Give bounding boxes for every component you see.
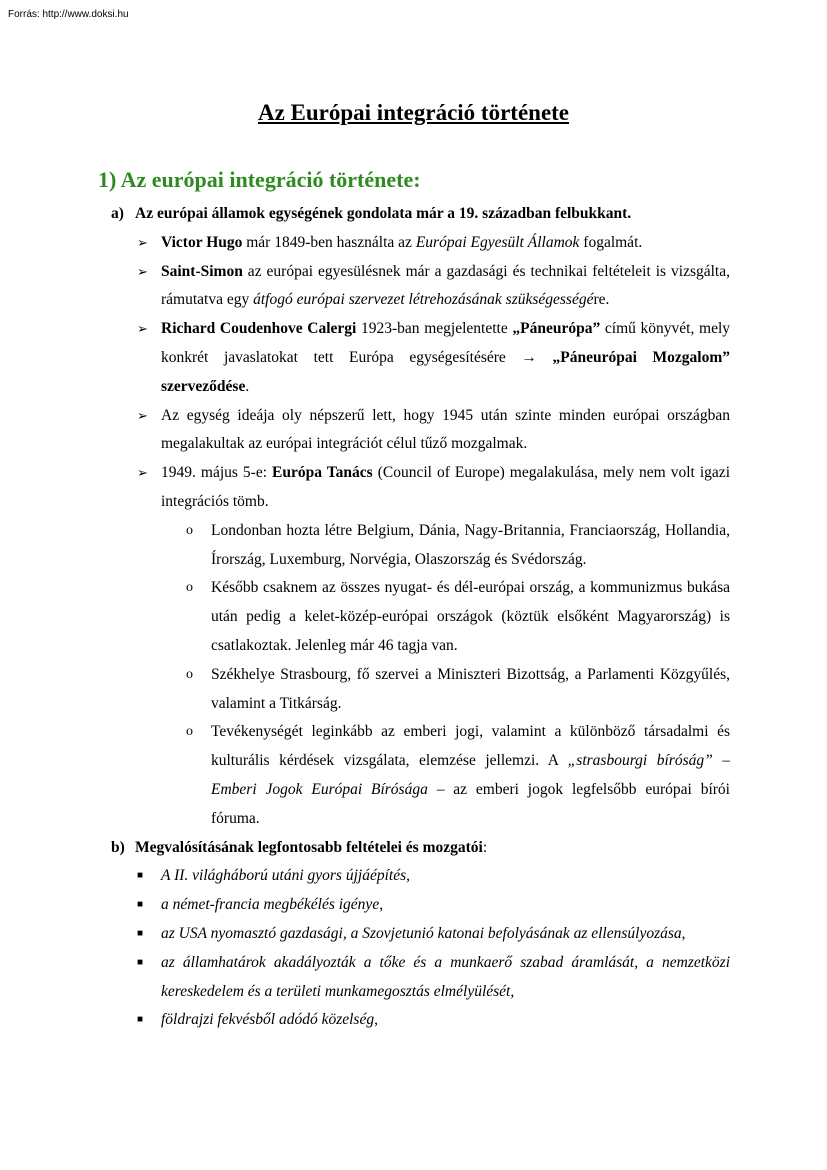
italic-text: Európai Egyesült Államok: [415, 233, 580, 251]
italic-text: Emberi Jogok Európai Bírósága: [211, 780, 428, 798]
text: című könyvét, mely konkrét javaslatokat tett Európa egységesítésére →: [161, 320, 731, 366]
bold-text: „Páneurópa”: [512, 320, 601, 338]
source-line: Forrás: http://www.doksi.hu: [8, 9, 129, 20]
text: .: [245, 377, 250, 395]
text: ,: [681, 924, 686, 942]
text: Tevékenységét leginkább az emberi jogi, valamint a különböző társadalmi és kulturális kérdések vizsgálata, elemzése jellemzi. A: [211, 723, 730, 770]
text: már 1849-ben használta az: [242, 233, 416, 251]
arrow-bullet-icon: ➢: [137, 407, 148, 423]
square-bullet-icon: ■: [137, 870, 144, 882]
italic-text: földrajzi fekvésből adódó közelség,: [161, 1011, 378, 1029]
document-body: [0, 200, 827, 1035]
text: fogalmát.: [579, 233, 643, 251]
italic-text: „strasbourgi bíróság”: [567, 752, 713, 770]
arrow-bullet-icon: ➢: [137, 263, 148, 279]
part-a-marker: a): [111, 205, 124, 222]
italic-text: átfogó európai szervezet létrehozásának szükségességé: [253, 291, 594, 309]
arrow-bullet-icon: ➢: [137, 234, 148, 250]
list-item: [0, 891, 827, 920]
square-bullet-icon: ■: [137, 1014, 144, 1026]
part-b-heading: [0, 834, 827, 863]
sub-list-item: [0, 718, 827, 833]
text: :: [482, 838, 488, 856]
part-a-heading-text: Az európai államok egységének gondolata már a 19. században felbukkant.: [135, 205, 632, 222]
bold-text: „Páneurópai Mozgalom” szerveződése: [161, 348, 730, 395]
italic-text: az USA nyomasztó gazdasági, a Szovjetunió katonai befolyásának az ellensúlyozása: [161, 924, 682, 942]
list-item: [0, 258, 827, 316]
italic-text: A II. világháború utáni gyors újjáépítés,: [161, 867, 410, 885]
part-b-marker: [111, 834, 125, 863]
text: Székhelye Strasbourg, fő szervei a Miniszteri Bizottság, a Parlamenti Közgyűlés, valamint a Titkárság.: [211, 665, 730, 712]
list-item: [0, 229, 827, 258]
circle-bullet-icon: o: [186, 580, 193, 596]
sub-list-item: [0, 574, 827, 660]
sub-list-item: [0, 661, 827, 719]
list-item: [0, 949, 827, 1007]
part-b-heading-text: Megvalósításának legfontosabb feltételei és mozgatói: [135, 838, 483, 856]
bold-text: Európa Tanács: [272, 464, 373, 482]
text: –: [712, 752, 730, 770]
italic-text: a német-francia megbékélés igénye: [161, 896, 380, 914]
text: Londonban hozta létre Belgium, Dánia, Nagy-Britannia, Franciaország, Hollandia, Írország, Luxemburg, Norvégia, Olaszország és Svédország.: [211, 521, 730, 568]
square-bullet-icon: ■: [137, 956, 144, 968]
list-item: [0, 862, 827, 891]
part-a-heading: [0, 200, 827, 229]
arrow-bullet-icon: ➢: [137, 321, 148, 337]
bold-text: Victor Hugo: [161, 233, 243, 251]
list-item: [0, 402, 827, 460]
part-b-marker-text: b): [111, 838, 125, 856]
bold-text: Richard Coudenhove Calergi: [161, 320, 357, 338]
text: – az emberi jogok legfelsőbb európai bírói fóruma.: [211, 780, 730, 827]
text: Az egység ideája oly népszerű lett, hogy 1945 után szinte minden európai országban megalakultak az európai integrációt célul tűző mozgalmak.: [161, 406, 730, 453]
list-item: [0, 920, 827, 949]
page-title: Az Európai integráció története: [257, 100, 570, 125]
text: Később csaknem az összes nyugat- és dél-európai ország, a kommunizmus bukása után pedig a kelet-közép-európai országok (köztük elsőként Magyarország) is csatlakoztak. Jelenleg már 46 tagja van.: [211, 579, 730, 654]
list-item: [0, 315, 827, 401]
circle-bullet-icon: o: [186, 522, 193, 538]
circle-bullet-icon: o: [186, 724, 193, 740]
italic-text: az államhatárok akadályozták a tőke és a munkaerő szabad áramlását, a nemzetközi kereskedelem és a területi munkamegosztás elmélyülését,: [161, 953, 730, 1000]
text: 1923-ban megjelentette: [356, 320, 513, 338]
sub-list-item: [0, 517, 827, 575]
square-bullet-icon: ■: [137, 927, 144, 939]
text: az európai egyesülésnek már a gazdasági és technikai feltételeit is vizsgálta, rámutatva egy: [161, 262, 730, 309]
text: ,: [379, 896, 384, 914]
square-bullet-icon: ■: [137, 899, 144, 911]
list-item: [0, 1006, 827, 1035]
text: 1949. május 5-e:: [161, 464, 273, 482]
section-heading: 1) Az európai integráció története:: [98, 167, 421, 192]
list-item: [0, 459, 827, 517]
text: re.: [593, 291, 610, 309]
circle-bullet-icon: o: [186, 666, 193, 682]
bold-text: Saint-Simon: [161, 262, 243, 280]
text: (Council of Europe) megalakulása, mely nem volt igazi integrációs tömb.: [161, 464, 730, 510]
arrow-bullet-icon: ➢: [137, 465, 148, 481]
